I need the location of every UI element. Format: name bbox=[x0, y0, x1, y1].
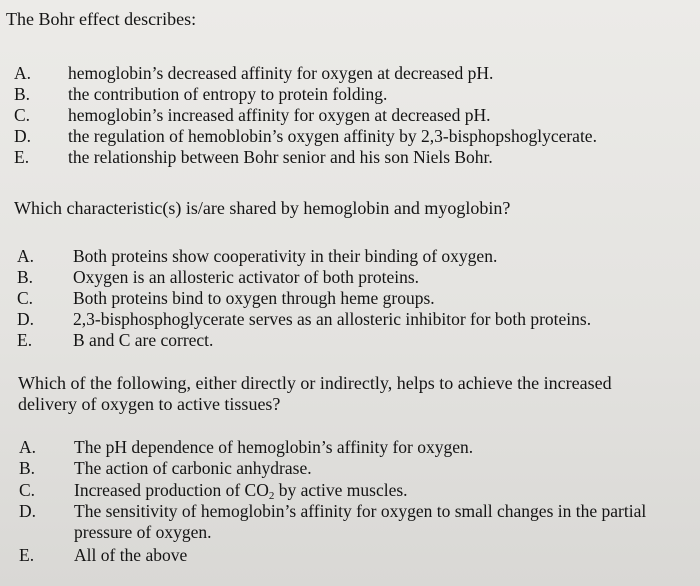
q2-option-c-text: Both proteins bind to oxygen through heme groups. bbox=[73, 288, 435, 308]
q2-option-e-text: B and C are correct. bbox=[73, 330, 214, 350]
question-3-prompt-line1: Which of the following, either directly or indirectly, helps to achieve the increased bbox=[18, 373, 612, 393]
q3-option-b-text: The action of carbonic anhydrase. bbox=[74, 458, 312, 478]
q1-option-d-letter: D. bbox=[14, 126, 32, 146]
q3-option-c-text-after: by active muscles. bbox=[274, 480, 408, 500]
question-2-prompt: Which characteristic(s) is/are shared by hemoglobin and myoglobin? bbox=[14, 198, 511, 218]
q1-option-a-letter: A. bbox=[14, 63, 32, 83]
q1-option-a-text: hemoglobin’s decreased affinity for oxygen at decreased pH. bbox=[68, 63, 494, 83]
q1-option-d-text: the regulation of hemoblobin’s oxygen affinity by 2,3-bisphopshoglycerate. bbox=[68, 126, 597, 146]
q1-option-b-text: the contribution of entropy to protein folding. bbox=[68, 84, 388, 104]
q1-option-c-text: hemoglobin’s increased affinity for oxygen at decreased pH. bbox=[68, 105, 491, 125]
q3-option-a-text: The pH dependence of hemoglobin’s affinity for oxygen. bbox=[74, 437, 474, 457]
q2-option-a-letter: A. bbox=[17, 246, 35, 266]
q2-option-d-text: 2,3-bisphosphoglycerate serves as an allosteric inhibitor for both proteins. bbox=[73, 309, 592, 329]
q1-option-b-letter: B. bbox=[14, 84, 31, 104]
q3-option-c-letter: C. bbox=[19, 480, 36, 500]
q3-option-e-text: All of the above bbox=[74, 545, 188, 565]
q2-option-e-letter: E. bbox=[17, 330, 33, 350]
question-1-prompt: The Bohr effect describes: bbox=[6, 9, 197, 29]
q3-option-c-text-before: Increased production of CO bbox=[74, 480, 269, 500]
q1-option-e-letter: E. bbox=[14, 147, 30, 167]
q2-option-b-letter: B. bbox=[17, 267, 34, 287]
q2-option-a-text: Both proteins show cooperativity in their binding of oxygen. bbox=[73, 246, 498, 266]
q2-option-b-text: Oxygen is an allosteric activator of both proteins. bbox=[73, 267, 420, 287]
q2-option-d-letter: D. bbox=[17, 309, 35, 329]
q1-option-c-letter: C. bbox=[14, 105, 31, 125]
q1-option-e-text: the relationship between Bohr senior and his son Niels Bohr. bbox=[68, 147, 493, 167]
q2-option-c-letter: C. bbox=[17, 288, 34, 308]
q3-option-d-letter: D. bbox=[19, 501, 37, 521]
q3-option-e-letter: E. bbox=[19, 545, 35, 565]
q3-option-b-letter: B. bbox=[19, 458, 36, 478]
q3-option-a-letter: A. bbox=[19, 437, 37, 457]
q3-option-d-text-continued: pressure of oxygen. bbox=[74, 522, 212, 542]
question-3-prompt-line2: delivery of oxygen to active tissues? bbox=[18, 394, 281, 414]
q3-option-d-text: The sensitivity of hemoglobin’s affinity for oxygen to small changes in the partial bbox=[74, 501, 647, 521]
co2-subscript: 2 bbox=[268, 490, 275, 502]
